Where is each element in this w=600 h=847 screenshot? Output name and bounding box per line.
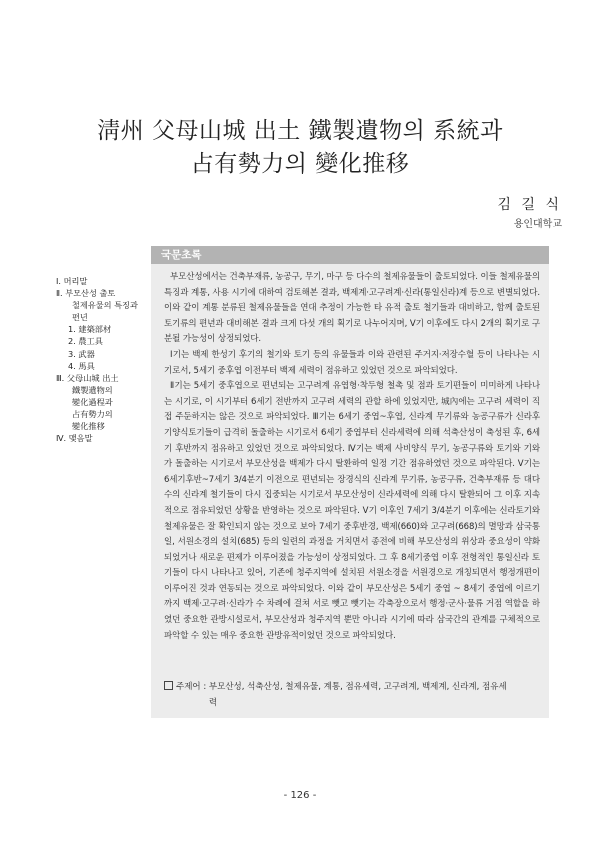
toc-item: Ⅳ. 맺음말 bbox=[56, 433, 93, 444]
toc-item: 3. 武器 bbox=[68, 348, 95, 359]
toc-item: 2. 農工具 bbox=[68, 336, 103, 347]
keywords-label: 주제어 : bbox=[176, 682, 207, 692]
abstract-heading: 국문초록 bbox=[151, 246, 549, 264]
toc-item: 편년 bbox=[72, 312, 88, 323]
abstract-box bbox=[151, 264, 549, 718]
abstract-text bbox=[164, 270, 540, 644]
toc-item: 變化推移 bbox=[72, 421, 105, 432]
author-name: 김 길 식 bbox=[497, 197, 562, 213]
abstract-paragraph: Ⅰ기는 백제 한성기 후기의 철기와 토기 등의 유물들과 이와 관련된 주거지·저장수혈 등이 나타나는 시기로서, 5세기 중후엽 이전부터 백제 세력이 점유하고 있었던 것으로 파악되었다. bbox=[164, 349, 540, 376]
table-of-contents bbox=[56, 275, 166, 444]
toc-item: Ⅱ. 부모산성 출토 bbox=[56, 288, 116, 299]
abstract-paragraph: 부모산성에서는 건축부재류, 농공구, 무기, 마구 등 다수의 철제유물들이 출토되었다. 이들 철제유물의 특징과 계통, 사용 시기에 대하여 검토해본 결과, 백제계·고구려계·신라(통일신라)계 등으로 변별되었다. 이와 같이 계통 분류된 철제유물들을 연대 추정이 가능한 타 유적 출토 철기들과 대비하고, 함께 출토된 토기류의 편년과 대비해본 결과 크게 다섯 개의 획기로 나누어지며, Ⅴ기 이후에도 다시 2개의 획기로 구분될 가능성이 상정되었다. bbox=[164, 272, 540, 345]
toc-item: Ⅰ. 머리말 bbox=[56, 276, 88, 286]
article-title-line1: 淸州 父母山城 出土 鐵製遺物의 系統과 bbox=[97, 118, 503, 144]
article-title-line2: 占有勢力의 變化推移 bbox=[190, 151, 410, 177]
keywords-list: 부모산성, 석축산성, 철제유물, 계통, 점유세력, 고구려계, 백제계, 신라계, 점유세력 bbox=[208, 682, 507, 708]
toc-item: 變化過程과 bbox=[72, 396, 113, 407]
author-affiliation: 용인대학교 bbox=[513, 219, 562, 230]
abstract-paragraph: Ⅱ기는 5세기 중후엽으로 편년되는 고구려계 유엽형·착두형 철촉 및 점과 토기편들이 미미하게 나타나는 시기로, 이 시기부터 6세기 전반까지 고구려 세력의 관할 하에 있었지만, 城內에는 고구려 세력이 직접 주둔하지는 않은 것으로 파악되었다. Ⅲ기는 6세기 중엽~후엽, 신라계 무기류와 농공구류가 신라후기양식토기들이 급격히 돌출하는 시기로서 6세기 중엽부터 신라세력에 의해 석축산성이 축성된 후, 6세기 후반까지 점유하고 있었던 것으로 파악되었다. Ⅳ기는 백제 사비양식 무기, 농공구류와 토기와 기와가 돌출하는 시기로서 부모산성을 백제가 다시 탈환하여 일정 기간 점유하였던 것으로 파악된다. Ⅴ기는 6세기후반~7세기 3/4분기 이전으로 편년되는 장경식의 신라계 무기류, 농공구류, 건축부재류 등 대다수의 신라계 철기들이 다시 집중되는 시기로서 부모산성이 신라세력에 의해 다시 탈환되어 그 이후 지속적으로 점유되었던 상황을 반영하는 것으로 파악된다. Ⅴ기 이후인 7세기 3/4분기 이후에는 신라토기와 철제유물은 잘 확인되지 않는 것으로 보아 7세기 중후반경, 백제(660)와 고구려(668)의 멸망과 삼국통일, 서원소경의 설치(685) 등의 일련의 과정을 거치면서 종전에 비해 부모산성의 위상과 중요성이 약화되었거나 새로운 편제가 이루어졌을 가능성이 상정되었다. 그 후 8세기중엽 이후 전형적인 통일신라 토기들이 다시 나타나고 있어, 기존에 청주지역에 설치된 서원소경을 서원경으로 개칭되면서 행정개편이 이루어진 것과 연동되는 것으로 파악되었다. 이와 같이 부모산성은 5세기 중엽 ~ 8세기 중엽에 이르기까지 백제·고구려·신라가 수 차례에 걸쳐 서로 뺏고 뺏기는 각축장으로서 행정·군사·물류 거점 역할을 하였던 중요한 관방시설로서, 부모산성과 청주지역 뿐만 아니라 시기에 따라 삼국간의 관계를 구체적으로 파악할 수 있는 매우 중요한 관방유적이었던 것으로 파악되었다. bbox=[164, 381, 540, 641]
checkbox-square-icon bbox=[164, 681, 173, 690]
toc-item: 철제유물의 특징과 bbox=[72, 300, 138, 311]
keywords-block bbox=[164, 680, 540, 711]
toc-item: 占有勢力의 bbox=[72, 409, 113, 420]
page-number: - 126 - bbox=[283, 790, 317, 801]
toc-item: Ⅲ. 父母山城 出土 bbox=[56, 372, 119, 383]
toc-item: 鐵製遺物의 bbox=[72, 384, 113, 395]
toc-item: 1. 建築部材 bbox=[68, 324, 112, 335]
toc-item: 4. 馬具 bbox=[68, 360, 95, 371]
